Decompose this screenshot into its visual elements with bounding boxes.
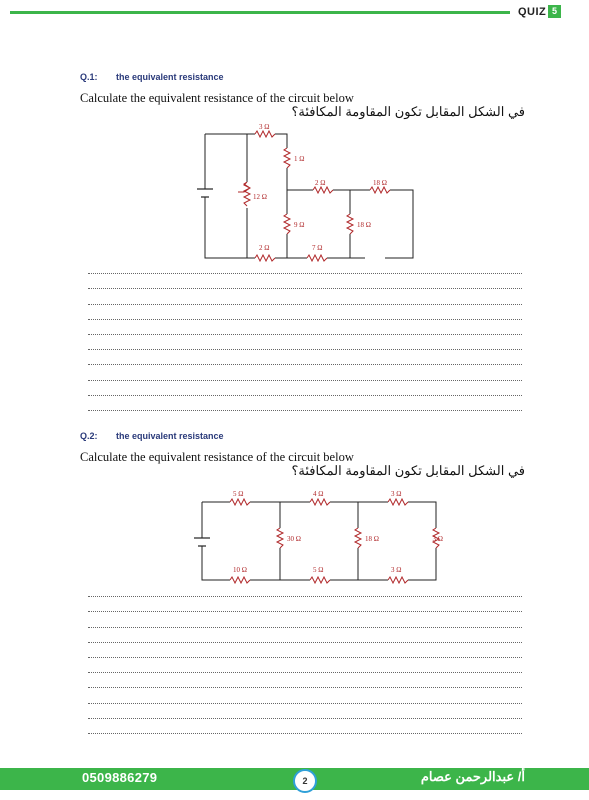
question-1-heading (80, 72, 224, 82)
circuit-2-label-r8: 5 Ω (313, 566, 324, 574)
circuit-2-label-r5: 18 Ω (365, 535, 379, 543)
circuit-1-label-r2: 1 Ω (294, 155, 305, 163)
circuit-1-diagram (195, 122, 430, 264)
answer-lines-2[interactable] (88, 582, 522, 734)
circuit-1-label-r6: 9 Ω (294, 221, 305, 229)
header-bar (10, 11, 510, 14)
circuit-1-label-r7: 18 Ω (357, 221, 371, 229)
circuit-1-label-r4: 2 Ω (315, 179, 326, 187)
footer-author: أ/ عبدالرحمن عصام (420, 769, 525, 784)
circuit-1-label-r9: 7 Ω (312, 244, 323, 252)
question-2-number: Q.2: (80, 431, 98, 441)
question-2-arabic: في الشكل المقابل تكون المقاومة المكافئة؟ (291, 463, 525, 478)
question-2-heading (80, 431, 224, 441)
question-2-english: Calculate the equivalent resistance of the circuit below (80, 450, 354, 464)
footer-phone: 0509886279 (82, 770, 158, 785)
circuit-2-diagram (190, 488, 445, 586)
page-number: 2 (293, 769, 317, 793)
answer-lines-1[interactable] (88, 259, 522, 411)
quiz-label: QUIZ (518, 6, 547, 18)
question-1-number: Q.1: (80, 72, 98, 82)
circuit-2-label-r4: 30 Ω (287, 535, 301, 543)
circuit-1-label-r3: 12 Ω (253, 193, 267, 201)
question-1-title: the equivalent resistance (116, 72, 224, 82)
question-1-arabic: في الشكل المقابل تكون المقاومة المكافئة؟ (291, 104, 525, 119)
circuit-2-label-r9: 3 Ω (391, 566, 402, 574)
circuit-1-label-r1: 3 Ω (259, 123, 270, 131)
circuit-1-label-r8: 2 Ω (259, 244, 270, 252)
question-2-title: the equivalent resistance (116, 431, 224, 441)
quiz-number-badge: 5 (548, 5, 561, 18)
circuit-2-label-r1: 5 Ω (233, 490, 244, 498)
circuit-2-label-r2: 4 Ω (313, 490, 324, 498)
circuit-2-label-r7: 10 Ω (233, 566, 247, 574)
circuit-2-label-r3: 3 Ω (391, 490, 402, 498)
circuit-1-label-r5: 18 Ω (373, 179, 387, 187)
question-1-english: Calculate the equivalent resistance of the circuit below (80, 91, 354, 105)
circuit-2-label-r6: 3 Ω (432, 535, 443, 543)
